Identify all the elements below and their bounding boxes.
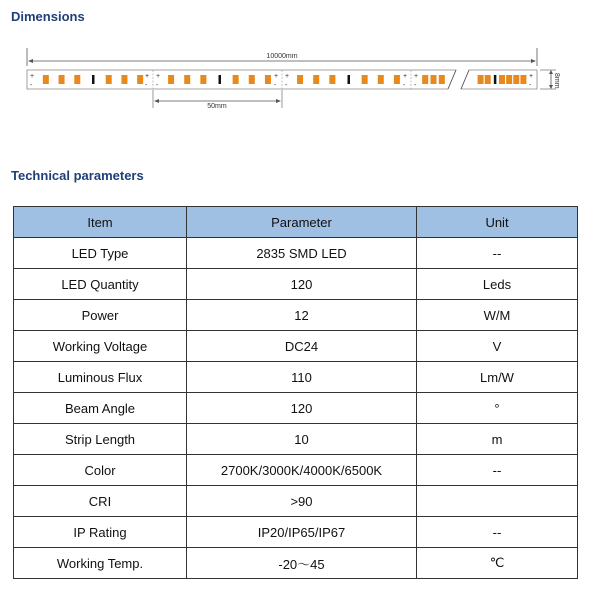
svg-text:+: + [285, 73, 290, 80]
cell-parameter: 10 [187, 424, 417, 455]
cell-parameter: IP20/IP65/IP67 [187, 517, 417, 548]
svg-text:+: + [145, 73, 150, 80]
cell-parameter: 12 [187, 300, 417, 331]
resistor-chip [92, 75, 95, 84]
cell-unit: -- [417, 517, 578, 548]
cell-item: Luminous Flux [14, 362, 187, 393]
svg-text:-: - [414, 82, 417, 89]
svg-text:+: + [274, 73, 279, 80]
svg-text:+: + [529, 73, 534, 80]
cell-item: IP Rating [14, 517, 187, 548]
svg-text:+: + [156, 73, 161, 80]
cell-unit: ° [417, 393, 578, 424]
svg-text:-: - [274, 82, 277, 89]
segment-length-label: 50mm [207, 103, 227, 110]
total-length-label: 10000mm [266, 53, 298, 60]
table-row [14, 331, 578, 362]
svg-text:-: - [30, 82, 33, 89]
cell-unit: ℃ [417, 548, 578, 579]
resistor-chip [219, 75, 222, 84]
table-row [14, 393, 578, 424]
cell-parameter: 120 [187, 269, 417, 300]
cell-item: Color [14, 455, 187, 486]
led-chip [297, 75, 303, 84]
svg-text:+: + [403, 73, 408, 80]
led-chip [168, 75, 174, 84]
led-chip [329, 75, 335, 84]
cell-item: Beam Angle [14, 393, 187, 424]
cell-parameter: -20～45 [187, 548, 417, 579]
led-chip [362, 75, 368, 84]
svg-text:-: - [529, 82, 532, 89]
technical-parameters-table [13, 206, 578, 579]
led-chip [106, 75, 112, 84]
cell-parameter: 2700K/3000K/4000K/6500K [187, 455, 417, 486]
led-chip [394, 75, 400, 84]
header-item: Item [14, 207, 187, 238]
led-chip [431, 75, 437, 84]
led-chip [233, 75, 239, 84]
led-chip [499, 75, 505, 84]
cell-parameter: 120 [187, 393, 417, 424]
led-chip [313, 75, 319, 84]
table-row [14, 424, 578, 455]
led-chip [478, 75, 484, 84]
cell-parameter: 2835 SMD LED [187, 238, 417, 269]
led-chip [422, 75, 428, 84]
table-row [14, 362, 578, 393]
table-row [14, 269, 578, 300]
header-parameter: Parameter [187, 207, 417, 238]
dimensions-title: Dimensions [11, 9, 85, 24]
led-chip [439, 75, 445, 84]
cell-item: LED Quantity [14, 269, 187, 300]
led-chip [74, 75, 80, 84]
svg-text:-: - [403, 82, 406, 89]
led-chip [249, 75, 255, 84]
table-row [14, 455, 578, 486]
cell-unit: m [417, 424, 578, 455]
header-unit: Unit [417, 207, 578, 238]
cell-unit: Lm/W [417, 362, 578, 393]
led-strip-dimension-drawing [0, 40, 600, 120]
table-row [14, 300, 578, 331]
cell-parameter: >90 [187, 486, 417, 517]
led-chip [200, 75, 206, 84]
cell-unit: W/M [417, 300, 578, 331]
led-chip [59, 75, 65, 84]
cell-item: Working Temp. [14, 548, 187, 579]
led-chip [137, 75, 143, 84]
resistor-chip [348, 75, 351, 84]
svg-text:-: - [285, 82, 288, 89]
table-row [14, 548, 578, 579]
led-chip [184, 75, 190, 84]
svg-text:+: + [30, 73, 35, 80]
cell-item: LED Type [14, 238, 187, 269]
cell-unit: -- [417, 455, 578, 486]
led-chip [265, 75, 271, 84]
table-row [14, 486, 578, 517]
led-chip [520, 75, 526, 84]
svg-text:-: - [156, 82, 159, 89]
led-chip [513, 75, 519, 84]
svg-text:-: - [145, 82, 148, 89]
svg-text:+: + [414, 73, 419, 80]
width-label: 8mm [553, 73, 560, 89]
cell-unit: -- [417, 238, 578, 269]
cell-item: Power [14, 300, 187, 331]
led-chip [121, 75, 127, 84]
cell-parameter: 110 [187, 362, 417, 393]
table-row [14, 517, 578, 548]
table-header-row [14, 207, 578, 238]
cell-item: CRI [14, 486, 187, 517]
table-row [14, 238, 578, 269]
cell-item: Working Voltage [14, 331, 187, 362]
technical-parameters-title: Technical parameters [11, 168, 144, 183]
led-chip [378, 75, 384, 84]
cell-unit: Leds [417, 269, 578, 300]
cell-parameter: DC24 [187, 331, 417, 362]
cell-item: Strip Length [14, 424, 187, 455]
resistor-chip [494, 75, 497, 84]
cell-unit: V [417, 331, 578, 362]
led-chip [43, 75, 49, 84]
cell-unit [417, 486, 578, 517]
strip-body-left [27, 70, 456, 89]
led-chip [506, 75, 512, 84]
led-chip [485, 75, 491, 84]
